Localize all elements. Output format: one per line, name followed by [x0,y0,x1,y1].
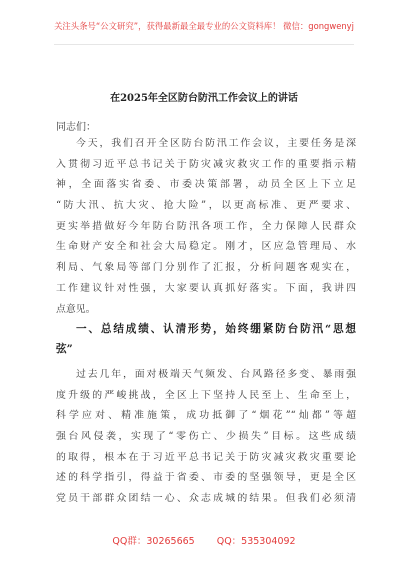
paragraph-line: 的取得，根本在于习近平总书记关于防灾减灾救灾重要论 [56,451,356,463]
intro-paragraph [56,134,356,320]
paragraph-line: 点意见。 [56,303,96,315]
footer-qq-number: QQ：535304092 [216,536,296,547]
paragraph-line: 今天，我们召开全区防台防汛工作会议，主要任务是深 [76,138,356,149]
paragraph-line: “防大汛、抗大灾、抢大险”，以更高标准、更严要求、 [56,200,356,212]
paragraph-line: 述的科学指引，得益于省委、市委的坚强领导，更是全区 [56,472,356,484]
salutation: 同志们： [56,122,96,133]
paragraph-line: 党员干部群众团结一心、众志成城的结果。但我们必须清 [56,493,356,505]
heading-line: 一、总结成绩、认清形势，始终绷紧防台防汛“思想 [76,323,356,335]
paragraph-line: 工作建议针对性强，大家要认真抓好落实。下面，我讲四 [56,282,356,294]
footer-contact [0,533,408,547]
section-one-paragraph [56,365,356,510]
paragraph-line: 科学应对、精准施策，成功抵御了“烟花”“灿都”等超 [56,410,356,422]
paragraph-line: 生命财产安全和社会大局稳定。刚才，区应急管理局、水 [56,241,356,253]
footer-qq-group: QQ群：30265665 [112,536,195,547]
paragraph-line: 强台风侵袭，实现了“零伤亡、少损失”目标。这些成绩 [56,431,356,443]
paragraph-line: 度升级的严峻挑战，全区上下坚持人民至上、生命至上， [56,389,356,401]
document-title: 在2025年全区防台防汛工作会议上的讲话 [110,93,298,104]
section-one-heading [56,319,356,359]
paragraph-line: 过去几年，面对极端天气频发、台风路径多变、暴雨强 [76,369,356,380]
paragraph-line: 入贯彻习近平总书记关于防灾减灾救灾工作的重要指示精 [56,158,356,170]
paragraph-line: 利局、气象局等部门分别作了汇报，分析问题客观实在， [56,262,356,274]
heading-line: 弦” [56,343,73,355]
paragraph-line: 神，全面落实省委、市委决策部署，动员全区上下立足 [56,179,356,191]
paragraph-line: 更实举措做好今年防台防汛各项工作，全力保障人民群众 [56,220,356,232]
header-ad-text: 关注头条号“公文研究”，获得最新最全最专业的公文资料库！ 微信：gongwenyj [54,21,354,31]
header-divider [54,44,354,45]
